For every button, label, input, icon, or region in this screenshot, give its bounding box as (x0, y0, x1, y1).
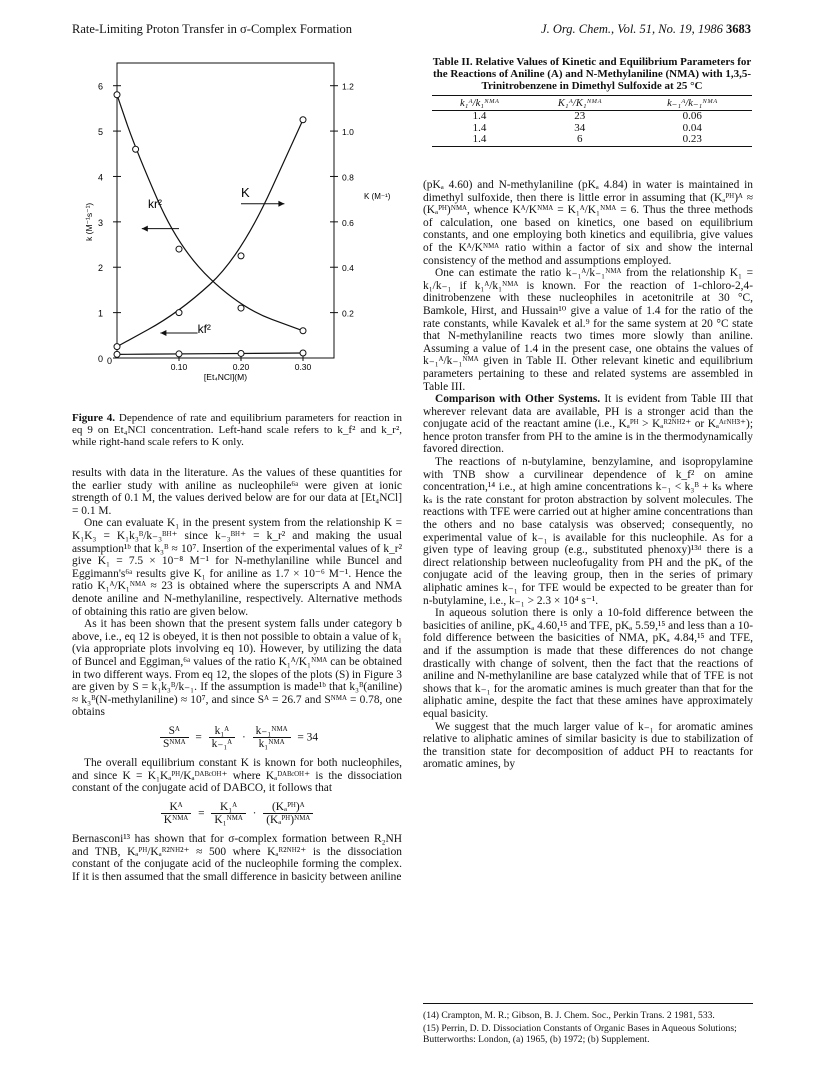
right-tick-label: 0.8 (342, 172, 354, 183)
right-paragraph-6: We suggest that the much larger value of k₋₁ for aromatic amines relative to aliphatic amines of similar basicity is due to stabilization of the transition state for decomposition of adduct PH to reactants for aromatic amines, by (423, 720, 753, 771)
eq2-f1-num: K₁ᴬ (211, 801, 245, 815)
eq1-lhs-den: Sᴺᴹᴬ (162, 738, 186, 751)
origin-label: 0 (107, 356, 113, 366)
right-tick-label: 1.0 (342, 127, 354, 138)
table-cell: 23 (574, 110, 586, 122)
left-paragraph-2: One can evaluate K₁ in the present system from the relationship K = K₁K₃ = K₁k₃ᴮ/k₋₃ᴮᴴ⁺ since k₋₃ᴮᴴ⁺ = k_r² and making the usual assumption¹ᵇ that k₃ᴮ ≈ 10⁷. Insertion of the experimental values of k_r² give K₁ = 7.5 × 10⁻⁸ M⁻¹ for N-methylaniline while Buncel and Eggimann's⁶ᵃ results give K₁ for aniline as 1.7 × 10⁻⁶ M⁻¹. Hence the ratio K₁ᴬ/K₁ᴺᴹᴬ ≈ 23 is obtained where the superscripts A and NMA denote aniline and N-methylaniline, respectively. Alternative methods of obtaining this ratio are given below. (72, 517, 402, 618)
data-point (114, 344, 120, 350)
data-point (114, 92, 120, 98)
left-tick-label: 5 (97, 127, 103, 138)
right-paragraph-5: In aqueous solution there is only a 10-fold difference between the basicities of aniline, pKₐ 4.60,¹⁵ and TFE, pKₐ 5.59,¹⁵ and less than a 10-fold difference between the basicities of NMA, pKₐ 4.84,¹⁵ and TFE, and if the assumption is made that these differences do not change drastically with change of solvent, then the fact that the reactions of aniline and N-methylaniline are base catalyzed while that of TFE is not shows that k₋₁ for the aromatic amines is much greater than that for the aliphatic amine, despite the fact that these amines have approximately equal basicity. (423, 607, 753, 720)
data-point (300, 328, 306, 334)
data-point (114, 351, 120, 357)
x-tick-label: 0.20 (232, 362, 250, 372)
table-cell: 1.4 (472, 121, 487, 134)
series-line-1 (117, 120, 303, 347)
table-header-0: k₁ᴬ/k₁ᴺᴹᴬ (432, 96, 527, 111)
eq1-f1-num: k₁ᴬ (209, 725, 235, 739)
table-grid (432, 95, 752, 147)
data-point (300, 117, 306, 123)
right-column (423, 179, 753, 771)
right-paragraph-1: (pKₐ 4.60) and N-methylaniline (pKₐ 4.84) in water is maintained in dimethyl sulfoxide, then there is little error in assuming that (Kₐᴾᴴ)ᴬ ≈ (Kₐᴾᴴ)ᴺᴹᴬ, whence Kᴬ/Kᴺᴹᴬ = K₁ᴬ/K₁ᴺᴹᴬ = 6. Thus the three methods of calculation, one based on kinetics, one based on equilibrium constants, and one employing both kinetics and equilibria, give values of the Kᴬ/Kᴺᴹᴬ ratio within a factor of six and show the internal consistency of the method and assumptions employed. (423, 179, 753, 267)
equation-1: $\frac{\text{Sᴬ}}{\text{Sᴺᴹᴬ}}$ = $\frac{\text{k₁ᴬ}}{\text{k₋₁ᴬ}}$ · $\frac{\text{k₋₁ᴺᴹᴬ}}{\text{k₁ᴺᴹᴬ}}$ = 34 (72, 725, 402, 751)
table-row (432, 111, 752, 123)
table-header-2: k₋₁ᴬ/k₋₁ᴺᴹᴬ (632, 96, 752, 111)
data-point (300, 350, 306, 356)
eq2-f2-num: (Kₐᴾᴴ)ᴬ (263, 801, 313, 815)
left-tick-label: 6 (97, 81, 103, 92)
right-paragraph-4: The reactions of n-butylamine, benzylamine, and isopropylamine with TNB show a curvilinear dependence of k_f² on amine concentration,¹⁴ i.e., at high amine concentrations k₋₁ < k₃ᴮ + kₛ where kₛ is the rate constant for proton abstraction by solvent molecules. The reactions with TFE were carried out at higher amine concentrations than the others and no base catalysis was observed; consequently, no experimental value of k₋₁ is available for this nucleophile. As for a given type of leaving group (e.g., substituted phenoxy)¹³ᵈ there is a direct relationship between nucleofugality from PH and the pKₐ of the conjugate acid of the leaving group, then in the series of primary aliphatic amines k₋₁ for TFE would be expected to be greater than for n-butylamine, i.e., k₋₁ > 2.3 × 10⁴ s⁻¹. (423, 456, 753, 607)
table-cell: 1.4 (472, 110, 487, 122)
table-cell: 0.06 (682, 110, 702, 122)
left-tick-label: 3 (97, 217, 103, 228)
right-tick-label: 0.2 (342, 308, 354, 319)
footnotes (423, 1003, 753, 1047)
left-tick-label: 0 (97, 354, 103, 364)
page-number: 3683 (726, 22, 751, 36)
eq2-lhs-num: Kᴬ (161, 801, 191, 815)
table-cell: 0.23 (632, 134, 752, 146)
left-paragraph-1: results with data in the literature. As the values of these quantities for the earlier study with aniline as nucleophile⁶ᵃ were given at ionic strength of 0.1 M, the values derived below are for our data at [Et₄NCl] = 0.1 M. (72, 467, 402, 517)
x-axis-label: [Et₄NCl](M) (203, 372, 248, 382)
y2-axis-label: K (M⁻¹) (364, 192, 391, 202)
series-line-0 (117, 95, 303, 331)
table-cell: 1.4 (432, 134, 527, 146)
eq2-lhs-den: Kᴺᴹᴬ (163, 814, 189, 827)
right-paragraph-2: One can estimate the ratio k₋₁ᴬ/k₋₁ᴺᴹᴬ from the relationship K₁ = k₁/k₋₁ if k₁ᴬ/k₁ᴺᴹᴬ is known. For the reaction of 1-chloro-2,4-dinitrobenzene with these nucleophiles in acetonitrile at 30 °C, Bamkole, Hirst, and Hussain¹⁰ give a value of 1.4 for the ratio of the rate constants, while Kavalek et al.⁹ for the same system at 20 °C state that N-methylaniline reacts two times more slowly than aniline. Assuming a value of 1.4 in the present case, one obtains the values of k₋₁ᴬ/k₋₁ᴺᴹᴬ given in Table II. Other relevant kinetic and equilibrium parameters pertaining to these and related systems are assembled in Table III. (423, 267, 753, 393)
y-axis-label: k (M⁻¹s⁻¹) (84, 202, 94, 241)
table-cell: 0.04 (682, 121, 702, 134)
arrow-K-head (278, 201, 284, 207)
figure-4-chart (72, 55, 402, 415)
equation-2: $\frac{\text{Kᴬ}}{\text{Kᴺᴹᴬ}}$ = $\frac{\text{K₁ᴬ}}{\text{K₁ᴺᴹᴬ}}$ · $\frac{\text{(Kₐᴾᴴ)ᴬ}}{\text{(Kₐᴾᴴ)ᴺᴹᴬ}}$ (72, 801, 402, 827)
section-heading: Comparison with Other Systems. (435, 393, 601, 406)
table-2 (432, 56, 752, 147)
right-paragraph-3-text: It is evident from Table III that wherever relevant data are available, PH is a stronger acid than the conjugate acid of the reactant amine (i.e., Kₐᴾᴴ > Kₐᴿ²ᴺᴴ²⁺ or Kₐᴬʳᴺᴴ³⁺); hence proton transfer from PH to the amine is in the thermodynamically favored direction. (423, 393, 753, 456)
figure-caption-label: Figure 4. (72, 412, 116, 424)
left-tick-label: 1 (97, 308, 103, 319)
left-column (72, 467, 402, 883)
label-kr: kr² (148, 197, 162, 212)
data-point (176, 310, 182, 316)
eq1-f1-den: k₋₁ᴬ (211, 738, 233, 751)
footnote-14: (14) Crampton, M. R.; Gibson, B. J. Chem. Soc., Perkin Trans. 2 1981, 533. (423, 1010, 715, 1021)
eq2-f2-den: (Kₐᴾᴴ)ᴺᴹᴬ (266, 814, 311, 827)
journal-volume: Vol. 51, No. 19, 1986 (617, 22, 723, 36)
right-paragraph-3 (423, 393, 753, 456)
eq2-f1-den: K₁ᴺᴹᴬ (214, 814, 243, 827)
right-tick-label: 1.2 (342, 81, 354, 92)
right-tick-label: 0.6 (342, 217, 354, 228)
data-point (176, 246, 182, 252)
left-tick-label: 2 (97, 263, 103, 274)
data-point (238, 253, 244, 259)
x-tick-label: 0.10 (170, 362, 188, 372)
eq1-f2-den: k₁ᴺᴹᴬ (258, 738, 285, 751)
footnote-15: (15) Perrin, D. D. Dissociation Constants of Organic Bases in Aqueous Solutions; Butterworths: London, (a) 1965, (b) 1972; (b) Supplement. (423, 1023, 737, 1045)
eq1-lhs-num: Sᴬ (160, 725, 189, 739)
eq1-f2-num: k₋₁ᴺᴹᴬ (253, 725, 291, 739)
eq1-rhs: = 34 (297, 731, 319, 744)
running-header-journal (541, 22, 751, 37)
table-row (432, 134, 752, 146)
journal-name: J. Org. Chem., (541, 22, 615, 36)
left-tick-label: 4 (97, 172, 103, 183)
left-paragraph-5: Bernasconi¹³ has shown that for σ-complex formation between R₂NH and TNB, Kₐᴾᴴ/Kₐᴿ²ᴺᴴ²⁺ ≈ 500 where Kₐᴿ²ᴺᴴ²⁺ is the dissociation constant of the conjugate acid of the nucleophile forming the complex. If it is then assumed that the small difference in basicity between aniline (72, 833, 402, 883)
chart-axes (84, 63, 391, 382)
running-header-title: Rate-Limiting Proton Transfer in σ-Complex Formation (72, 22, 352, 36)
table-body (432, 111, 752, 147)
chart-curves (114, 92, 306, 358)
left-paragraph-3: As it has been shown that the present system falls under category b above, i.e., eq 12 is obeyed, it is then not possible to obtain a value of k₁ (via appropriate plots involving eq 10). However, by utilizing the data of Buncel and Eggiman,⁶ᵃ values of the ratio K₁ᴬ/K₁ᴺᴹᴬ can be obtained in two different ways. From eq 12, the slopes of the plots (S) in Figure 3 are given by S = k₁k₃ᴮ/k₋₁. If the assumption is made¹ᵇ that k₃ᴮ(aniline) ≈ k₃ᴮ(N-methylaniline) ≈ 10⁷, and since Sᴬ = 26.7 and Sᴺᴹᴬ = 0.78, one obtains (72, 618, 402, 719)
data-point (238, 350, 244, 356)
label-K: K (241, 184, 250, 200)
table-header-1: K₁ᴬ/K₁ᴺᴹᴬ (527, 96, 632, 111)
series-line-2 (117, 353, 303, 354)
data-point (176, 351, 182, 357)
data-point (238, 305, 244, 311)
arrow-kf-head (160, 330, 166, 336)
table-header-row (432, 96, 752, 111)
figure-caption-text: Dependence of rate and equilibrium parameters for reaction in eq 9 on Et₄NCl concentration. Left-hand scale refers to k_f² and k_r², while right-hand scale refers to K only. (72, 412, 402, 448)
figure-caption (72, 412, 402, 448)
label-kf: kf² (197, 322, 211, 337)
table-cell: 34 (574, 121, 586, 134)
x-tick-label: 0.30 (294, 362, 312, 372)
right-tick-label: 0.4 (342, 263, 354, 274)
table-title: Table II. Relative Values of Kinetic and Equilibrium Parameters for the Reactions of Aniline (A) and N-Methylaniline (NMA) with 1,3,5-Trinitrobenzene in Dimethyl Sulfoxide at 25 °C (432, 56, 752, 92)
left-paragraph-4: The overall equilibrium constant K is known for both nucleophiles, and since K = K₁Kₐᴾᴴ/Kₐᴰᴬᴮᶜᴼᴴ⁺ where Kₐᴰᴬᴮᶜᴼᴴ⁺ is the dissociation constant of the conjugate acid of DABCO, it follows that (72, 757, 402, 795)
arrow-kr-head (142, 226, 148, 232)
data-point (133, 146, 139, 152)
table-cell: 6 (527, 134, 632, 146)
